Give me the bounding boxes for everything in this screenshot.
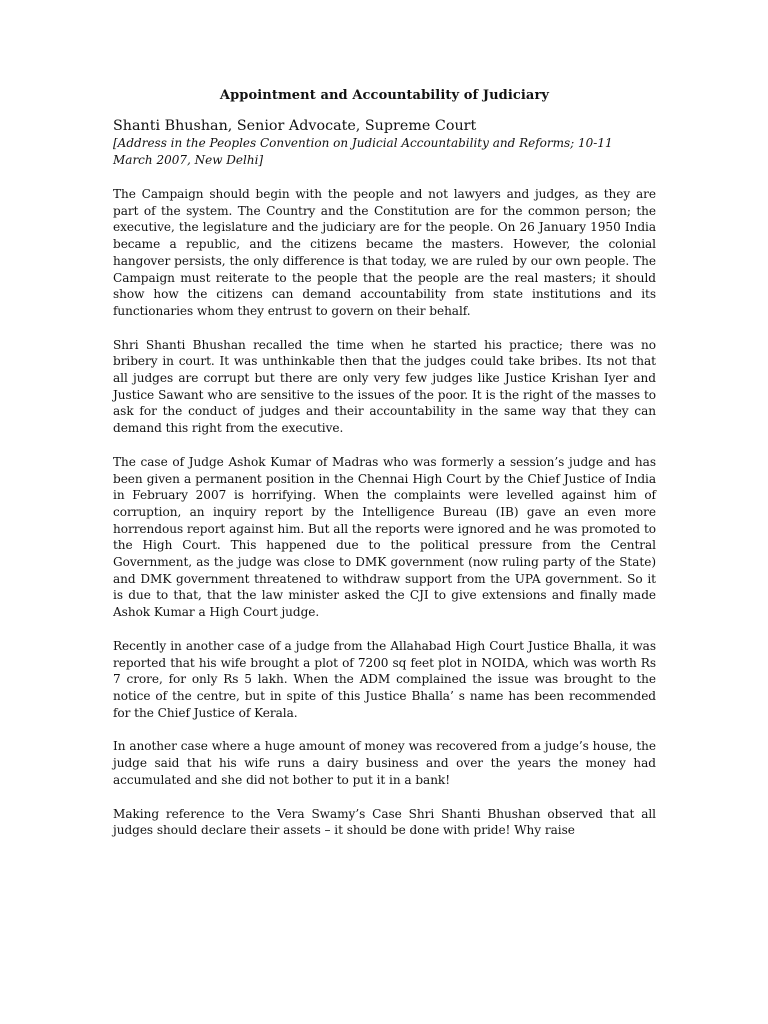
author-line: Shanti Bhushan, Senior Advocate, Supreme Court [113, 118, 477, 134]
paragraph-bribery: Shri Shanti Bhushan recalled the time when he started his practice; there was no bribery in court. It was unthinkable then that the judges could take bribes. Its not that all judges are corrupt but there are only very few judges like Justice Krishan Iyer and Justice Sawant who are sensitive to the issues of the poor. It is the right of the masses to ask for the conduct of judges and their accountability in the same way that they can demand this right from the executive. [113, 337, 656, 436]
paragraph-ashok-kumar: The case of Judge Ashok Kumar of Madras who was formerly a session’s judge and has been given a permanent position in the Chennai High Court by the Chief Justice of India in February 2007 is horrifying. When the complaints were levelled against him of corruption, an inquiry report by the Intelligence Bureau (IB) gave an even more horrendous report against him. But all the reports were ignored and he was promoted to the High Court. This happened due to the political pressure from the Central Government, as the judge was close to DMK government (now ruling party of the State) and DMK government threatened to withdraw support from the UPA government. So it is due to that, that the law minister asked the CJI to give extensions and finally made Ashok Kumar a High Court judge. [113, 454, 656, 620]
document-title: Appointment and Accountability of Judiciary [219, 88, 550, 103]
document-page [113, 88, 656, 856]
paragraph-justice-bhalla: Recently in another case of a judge from the Allahabad High Court Justice Bhalla, it was reported that his wife brought a plot of 7200 sq feet plot in NOIDA, which was worth Rs 7 crore, for only Rs 5 lakh. When the ADM complained the issue was brought to the notice of the centre, but in spite of this Justice Bhalla’ s name has been recommended for the Chief Justice of Kerala. [113, 638, 656, 720]
paragraph-declare-assets: Making reference to the Vera Swamy’s Case Shri Shanti Bhushan observed that all judges should declare their assets – it should be done with pride! Why raise [113, 806, 656, 838]
paragraph-dairy-business: In another case where a huge amount of money was recovered from a judge’s house, the judge said that his wife runs a dairy business and over the years the money had accumulated and she did not bother to put it in a bank! [113, 739, 656, 787]
address-subtitle: [Address in the Peoples Convention on Judicial Accountability and Reforms; 10-11 March 2007, New Delhi] [113, 136, 613, 167]
paragraph-campaign: The Campaign should begin with the people and not lawyers and judges, as they are part of the system. The Country and the Constitution are for the common person; the executive, the legislature and the judiciary are for the people. On 26 January 1950 India became a republic, and the citizens became the masters. However, the colonial hangover persists, the only difference is that today, we are ruled by our own people. The Campaign must reiterate to the people that the people are the real masters; it should show how the citizens can demand accountability from state institutions and its functionaries whom they entrust to govern on their behalf. [113, 187, 656, 318]
